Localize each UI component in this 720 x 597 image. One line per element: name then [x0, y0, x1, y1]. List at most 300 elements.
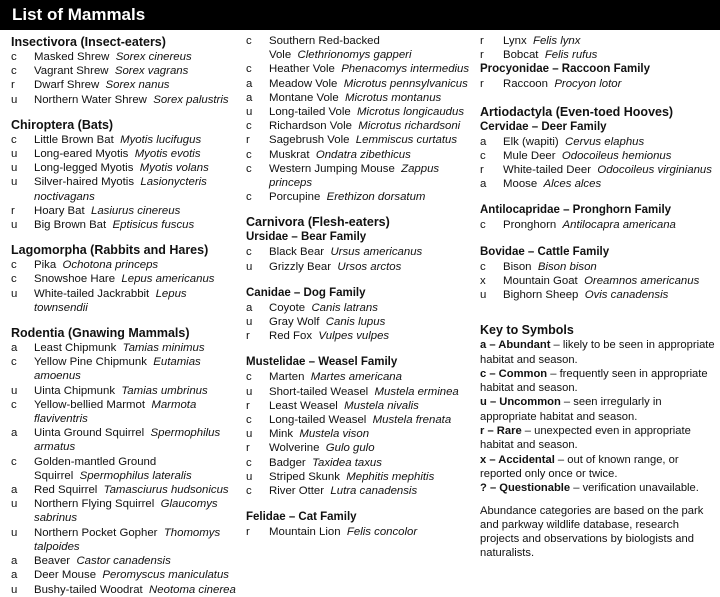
species-text [503, 163, 716, 177]
species-entry [11, 341, 239, 355]
species-entry [11, 272, 239, 286]
common-name: Grizzly Bear [269, 260, 332, 273]
scientific-name: Zappus princeps [269, 162, 440, 190]
scientific-name: Neotoma cinerea [149, 583, 236, 596]
common-name: Least Weasel [269, 399, 338, 412]
common-name: Long-tailed Weasel [269, 414, 367, 427]
species-entry [480, 218, 716, 232]
species-entry [11, 287, 239, 315]
species-entry [11, 568, 239, 582]
key-symbol: r – Rare [480, 425, 522, 438]
species-text [269, 190, 474, 204]
scientific-name: Microtus montanus [345, 91, 442, 104]
abundance-code: u [11, 526, 18, 539]
common-name: Meadow Vole [269, 77, 338, 90]
abundance-code: a [480, 135, 487, 148]
species-text [269, 427, 474, 441]
key-description: – unexpected even in appropriate habitat and season. [480, 425, 691, 452]
key-description: – out of known range, or reported only once or twice. [480, 453, 679, 480]
species-group [11, 325, 239, 597]
order-heading: Artiodactyla (Even-toed Hooves) [480, 104, 674, 119]
scientific-name: Ursus americanus [330, 246, 423, 259]
scientific-name: Ursos arctos [337, 260, 402, 273]
species-entry [11, 355, 239, 383]
scientific-name: Myotis volans [139, 162, 209, 175]
common-name: Porcupine [269, 191, 321, 204]
species-entry [246, 470, 474, 484]
common-name: Uinta Ground Squirrel [34, 427, 145, 440]
common-name: Mountain Lion [269, 526, 341, 539]
species-entry [480, 77, 716, 91]
scientific-name: Tamias umbrinus [121, 384, 208, 397]
scientific-name: Felis lynx [532, 35, 581, 47]
scientific-name: Erethizon dorsatum [326, 191, 426, 204]
scientific-name: Peromyscus maniculatus [102, 569, 230, 582]
abundance-code: r [246, 399, 250, 412]
species-text [34, 398, 239, 426]
scientific-name: Myotis lucifugus [120, 133, 202, 146]
species-entry [246, 34, 474, 62]
common-name: Northern Pocket Gopher [34, 526, 158, 539]
scientific-name: Mephitis mephitis [346, 470, 435, 483]
abundance-code: r [246, 442, 250, 455]
species-entry [246, 385, 474, 399]
species-text [34, 455, 239, 483]
species-text [269, 329, 474, 343]
species-entry [246, 413, 474, 427]
abundance-code: c [480, 149, 486, 162]
abundance-code: u [11, 176, 18, 189]
scientific-name: Spermophilus lateralis [79, 469, 192, 482]
species-entry [246, 148, 474, 162]
species-entry [246, 301, 474, 315]
species-entry [480, 274, 716, 288]
abundance-code: c [246, 35, 252, 47]
species-text [269, 385, 474, 399]
species-entry [246, 456, 474, 470]
species-group [11, 117, 239, 232]
species-text [269, 370, 474, 384]
abundance-code: u [11, 384, 18, 397]
species-group [246, 286, 474, 344]
species-entry [11, 147, 239, 161]
species-group [11, 34, 239, 107]
scientific-name: Thomomys talpoides [34, 526, 221, 553]
abundance-code: r [11, 204, 15, 217]
common-name: Raccoon [503, 78, 548, 91]
species-text [503, 288, 716, 302]
common-name: Black Bear [269, 246, 325, 259]
species-text [34, 64, 239, 78]
species-entry [246, 105, 474, 119]
species-entry [11, 78, 239, 92]
species-text [34, 218, 239, 232]
key-item [480, 367, 716, 396]
species-group [480, 62, 716, 91]
species-text [34, 384, 239, 398]
species-entry [246, 162, 474, 190]
common-name: Uinta Chipmunk [34, 384, 116, 397]
common-name: Long-legged Myotis [34, 162, 134, 175]
species-text [503, 48, 716, 62]
species-entry [11, 384, 239, 398]
common-name: River Otter [269, 485, 325, 498]
abundance-code: a [11, 569, 18, 582]
species-text [269, 260, 474, 274]
scientific-name: Microtus longicaudus [357, 106, 465, 119]
species-text [269, 34, 474, 62]
species-entry [11, 526, 239, 554]
abundance-code: r [246, 134, 250, 147]
scientific-name: Gulo gulo [325, 442, 375, 455]
scientific-name: Odocoileus hemionus [561, 149, 672, 162]
abundance-code: a [246, 77, 253, 90]
species-entry [246, 484, 474, 498]
family-heading: Felidae – Cat Family [246, 511, 357, 524]
scientific-name: Cervus elaphus [565, 135, 645, 148]
species-text [269, 441, 474, 455]
scientific-name: Microtus richardsoni [358, 120, 461, 133]
abundance-code: a [11, 484, 18, 497]
species-text [503, 135, 716, 149]
column-1 [11, 34, 239, 597]
common-name: Sagebrush Vole [269, 134, 350, 147]
scientific-name: Lutra canadensis [330, 485, 418, 498]
common-name: Wolverine [269, 442, 320, 455]
abundance-code: c [246, 191, 252, 204]
abundance-code: c [11, 455, 17, 468]
species-entry [11, 218, 239, 232]
scientific-name: Phenacomys intermedius [341, 63, 470, 76]
key-symbol: u – Uncommon [480, 396, 561, 409]
abundance-code: r [480, 49, 484, 62]
scientific-name: Lepus americanus [121, 273, 215, 286]
species-text [269, 456, 474, 470]
scientific-name: Eptisicus fuscus [112, 219, 195, 232]
abundance-code: c [11, 51, 17, 63]
scientific-name: Sorex palustris [153, 93, 229, 106]
key-symbol: x – Accidental [480, 453, 555, 466]
scientific-name: Tamias minimus [122, 342, 205, 355]
key-item [480, 453, 716, 482]
common-name: Red Squirrel [34, 484, 98, 497]
species-entry [11, 133, 239, 147]
abundance-code: r [246, 330, 250, 343]
species-text [34, 133, 239, 147]
scientific-name: Ovis canadensis [584, 289, 669, 302]
abundance-code: r [246, 526, 250, 539]
abundance-code: a [480, 178, 487, 191]
scientific-name: Tamasciurus hudsonicus [103, 484, 229, 497]
species-text [269, 525, 474, 539]
common-name: Least Chipmunk [34, 342, 117, 355]
abundance-code: u [246, 385, 253, 398]
abundance-code: c [246, 162, 252, 175]
scientific-name: Sorex vagrans [114, 65, 189, 78]
species-text [269, 133, 474, 147]
species-text [34, 426, 239, 454]
key-section [480, 322, 716, 560]
scientific-name: Ochotona princeps [62, 259, 159, 272]
species-entry [11, 161, 239, 175]
page-title: List of Mammals [0, 0, 720, 30]
abundance-code: r [11, 79, 15, 92]
species-entry [480, 34, 716, 48]
abundance-code: u [246, 316, 253, 329]
scientific-name: Felis rufus [544, 49, 598, 62]
family-heading: Bovidae – Cattle Family [480, 245, 610, 258]
species-text [34, 497, 239, 525]
common-name: Southern Red-backed Vole [269, 35, 380, 62]
scientific-name: Canis lupus [325, 316, 386, 329]
abundance-code: r [480, 164, 484, 177]
scientific-name: Alces alces [543, 178, 602, 191]
species-text [34, 526, 239, 554]
common-name: Bighorn Sheep [503, 289, 579, 302]
scientific-name: Sorex cinereus [115, 51, 192, 63]
family-heading: Cervidae – Deer Family [480, 120, 607, 133]
common-name: Silver-haired Myotis [34, 176, 135, 189]
species-group [246, 355, 474, 498]
scientific-name: Lepus townsendii [34, 287, 187, 314]
scientific-name: Oreamnos americanus [584, 274, 700, 287]
key-symbol: ? – Questionable [480, 482, 571, 495]
abundance-code: u [480, 289, 487, 302]
key-symbol: a – Abundant [480, 339, 551, 352]
scientific-name: Canis latrans [311, 301, 378, 314]
abundance-code: a [246, 301, 253, 314]
family-heading: Ursidae – Bear Family [246, 231, 367, 244]
common-name: Heather Vole [269, 63, 335, 76]
species-entry [480, 260, 716, 274]
key-item [480, 424, 716, 453]
common-name: Northern Water Shrew [34, 93, 147, 106]
key-note: Abundance categories are based on the park and parkway wildlife database, research projects and observations by biologists and naturalists. [480, 504, 704, 560]
species-group [246, 34, 474, 204]
species-text [34, 93, 239, 107]
species-entry [11, 497, 239, 525]
common-name: Gray Wolf [269, 316, 320, 329]
species-entry [11, 93, 239, 107]
abundance-code: c [11, 259, 17, 272]
abundance-code: a [11, 342, 18, 355]
abundance-code: c [11, 398, 17, 411]
common-name: Beaver [34, 555, 71, 568]
scientific-name: Lemmiscus curtatus [355, 134, 458, 147]
species-entry [480, 163, 716, 177]
species-group [480, 34, 716, 62]
abundance-code: u [246, 470, 253, 483]
species-text [34, 287, 239, 315]
common-name: Elk (wapiti) [503, 135, 559, 148]
abundance-code: c [246, 63, 252, 76]
species-text [503, 149, 716, 163]
species-entry [246, 399, 474, 413]
key-symbol: c – Common [480, 367, 548, 380]
species-entry [246, 77, 474, 91]
abundance-code: c [246, 414, 252, 427]
family-heading: Procyonidae – Raccoon Family [480, 63, 651, 76]
common-name: Pika [34, 259, 57, 272]
abundance-code: c [246, 246, 252, 259]
species-group [11, 242, 239, 315]
common-name: Bobcat [503, 49, 539, 62]
common-name: Montane Vole [269, 91, 339, 104]
abundance-code: c [480, 219, 486, 232]
species-entry [246, 525, 474, 539]
species-text [34, 175, 239, 203]
scientific-name: Procyon lotor [554, 78, 622, 91]
species-entry [246, 260, 474, 274]
scientific-name: Myotis evotis [134, 148, 201, 161]
species-text [503, 34, 716, 48]
species-entry [246, 245, 474, 259]
common-name: Short-tailed Weasel [269, 385, 369, 398]
scientific-name: Ondatra zibethicus [315, 148, 411, 161]
species-group [480, 203, 716, 232]
species-entry [11, 175, 239, 203]
species-text [269, 162, 474, 190]
scientific-name: Microtus pennsylvanicus [343, 77, 468, 90]
species-text [269, 399, 474, 413]
common-name: Golden-mantled Ground Squirrel [34, 455, 157, 482]
key-description: – verification unavailable. [570, 482, 699, 495]
abundance-code: r [480, 78, 484, 91]
species-entry [11, 455, 239, 483]
scientific-name: Bison bison [537, 260, 597, 273]
scientific-name: Glaucomys sabrinus [34, 498, 218, 525]
species-entry [246, 119, 474, 133]
scientific-name: Felis concolor [346, 526, 418, 539]
order-heading: Lagomorpha (Rabbits and Hares) [11, 243, 209, 258]
species-text [34, 78, 239, 92]
key-description: – seen irregularly in appropriate habitat and season. [480, 396, 662, 423]
species-text [269, 77, 474, 91]
species-text [269, 301, 474, 315]
species-entry [246, 329, 474, 343]
species-entry [246, 190, 474, 204]
abundance-code: r [480, 35, 484, 47]
species-entry [246, 91, 474, 105]
abundance-code: c [11, 133, 17, 146]
common-name: Pronghorn [503, 219, 557, 232]
species-text [269, 413, 474, 427]
abundance-code: c [246, 148, 252, 161]
species-entry [480, 135, 716, 149]
species-text [269, 470, 474, 484]
species-entry [246, 133, 474, 147]
common-name: Northern Flying Squirrel [34, 498, 155, 511]
column-3 [480, 34, 716, 561]
species-group [480, 245, 716, 303]
common-name: White-tailed Deer [503, 164, 591, 177]
species-text [34, 272, 239, 286]
scientific-name: Taxidea taxus [312, 456, 382, 469]
common-name: Richardson Vole [269, 120, 352, 133]
abundance-code: u [11, 93, 18, 106]
species-group [246, 510, 474, 539]
scientific-name: Martes americana [310, 371, 402, 384]
species-text [34, 568, 239, 582]
order-heading: Rodentia (Gnawing Mammals) [11, 326, 190, 341]
species-group [480, 104, 716, 120]
common-name: Moose [503, 178, 538, 191]
scientific-name: Odocoileus virginianus [597, 164, 712, 177]
key-title: Key to Symbols [480, 323, 574, 338]
common-name: Big Brown Bat [34, 219, 107, 232]
scientific-name: Sorex nanus [105, 79, 170, 92]
scientific-name: Vulpes vulpes [318, 330, 390, 343]
abundance-code: a [246, 91, 253, 104]
order-heading: Carnivora (Flesh-eaters) [246, 215, 390, 230]
scientific-name: Castor canadensis [76, 555, 171, 568]
abundance-code: a [11, 427, 18, 440]
common-name: Yellow Pine Chipmunk [34, 356, 147, 369]
abundance-code: u [11, 583, 18, 596]
abundance-code: u [11, 219, 18, 232]
abundance-code: u [11, 162, 18, 175]
family-heading: Mustelidae – Weasel Family [246, 356, 398, 369]
species-text [34, 483, 239, 497]
common-name: Coyote [269, 301, 306, 314]
key-description: – likely to be seen in appropriate habitat and season. [480, 339, 715, 366]
common-name: Dwarf Shrew [34, 79, 100, 92]
species-entry [246, 62, 474, 76]
common-name: Hoary Bat [34, 204, 85, 217]
abundance-code: c [246, 456, 252, 469]
scientific-name: Lasionycteris noctivagans [34, 176, 207, 203]
common-name: Deer Mouse [34, 569, 97, 582]
common-name: Muskrat [269, 148, 310, 161]
species-text [34, 355, 239, 383]
species-text [34, 341, 239, 355]
species-entry [11, 398, 239, 426]
species-text [269, 148, 474, 162]
key-item [480, 395, 716, 424]
common-name: Western Jumping Mouse [269, 162, 395, 175]
abundance-code: c [11, 65, 17, 78]
common-name: Red Fox [269, 330, 313, 343]
common-name: White-tailed Jackrabbit [34, 287, 150, 300]
abundance-code: u [11, 498, 18, 511]
order-heading: Insectivora (Insect-eaters) [11, 35, 166, 49]
species-text [34, 258, 239, 272]
abundance-code: c [246, 485, 252, 498]
species-text [503, 260, 716, 274]
species-group [480, 120, 716, 192]
species-entry [246, 441, 474, 455]
species-entry [246, 370, 474, 384]
common-name: Marten [269, 371, 305, 384]
species-entry [11, 50, 239, 64]
species-group [246, 230, 474, 273]
abundance-code: c [246, 120, 252, 133]
species-entry [480, 48, 716, 62]
species-text [269, 62, 474, 76]
species-text [34, 204, 239, 218]
species-text [503, 177, 716, 191]
common-name: Yellow-bellied Marmot [34, 398, 146, 411]
scientific-name: Antilocapra americana [562, 219, 676, 232]
scientific-name: Lasiurus cinereus [91, 204, 181, 217]
species-text [34, 161, 239, 175]
species-text [269, 119, 474, 133]
abundance-code: u [246, 428, 253, 441]
species-text [269, 484, 474, 498]
scientific-name: Mustela nivalis [344, 399, 419, 412]
common-name: Long-eared Myotis [34, 148, 129, 161]
species-group [246, 214, 474, 230]
